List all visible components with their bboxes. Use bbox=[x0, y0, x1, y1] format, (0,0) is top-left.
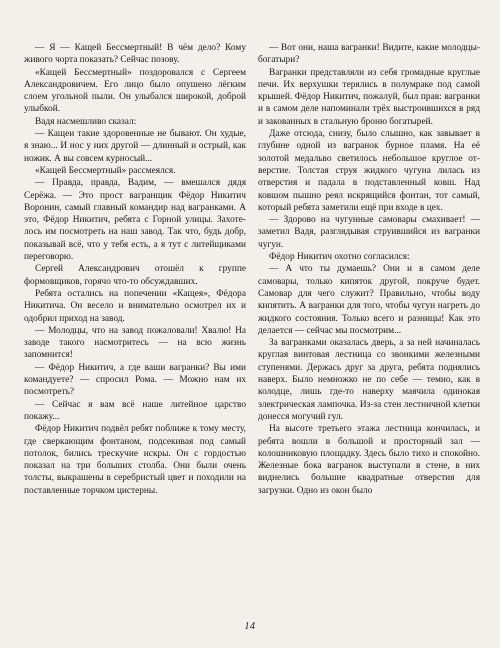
paragraph: — Кащеи такие здоровенные не бывают. Он худые, я знаю... И нос у них другой — длинный и острый, как ножик. А вы совсем курносый... bbox=[24, 129, 246, 164]
paragraph: — Я — Кащей Бессмертный! В чём дело? Кому живого чорта показать? Сейчас позову. bbox=[24, 43, 246, 66]
paragraph: Фёдор Никитич охотно согласился: bbox=[269, 252, 410, 263]
paragraph: — Вот они, наша вагранки! Видите, какие молодцы-богатыри? bbox=[258, 43, 480, 66]
paragraph: Сергей Александрович отошёл к группе формовщиков, горячо что-то обсуждавших. bbox=[24, 264, 246, 287]
paragraph: — Фёдор Никитич, а где ваши вагранки? Вы ими командуете? — спросил Рома. — Можно нам их посмотреть? bbox=[24, 362, 246, 398]
paragraph: — А что ты думаешь? Они и в самом деле самовары, только кипяток другой, покруче будет. Самовар для чего служит? Правильно, чтобы воду кипятить. А вагранки для того, чтобы чугун нагреть до жидкого состояния. Только всего и разницы! Как это делается — сейчас мы посмотрим... bbox=[258, 264, 480, 336]
paragraph: Ребята остались на попечении «Кащея», Фёдора Никитича. Он весело и внимательно осмотрел их и одобрил приход на завод. bbox=[24, 288, 246, 324]
paragraph: За вагранками оказалась дверь, а за ней начиналась круглая винтовая лестница со звонкими железными ступенями. Держась друг за друга, ребята поднялись наверх. Было немножко не по себе — темно, как в колодце, лишь где-то наверху маячила одинокая электрическая лампочка. Из-за стен лестничной клетки донесся могучий гул. bbox=[258, 338, 480, 422]
paragraph: — Правда, правда, Вадим, — вмешался дядя Серёжа. — Это прост вагранщик Фёдор Никитич Воронин, самый главный командир над вагранками. А это, Фёдор Никитич, ребята с Горной улицы. Захотелось им посмотреть на наш завод. Так что, будь добр, показывай всё, что у тебя есть, а я тут с литейщиками переговорю. bbox=[24, 178, 246, 263]
paragraph: «Кащей Бессмертный» рассмеялся. bbox=[35, 165, 176, 176]
left-column bbox=[24, 42, 246, 607]
paragraph: «Кащей Бессмертный» поздоровался с Сергеем Александровичем. Его лицо было опушено лёгким слоем угольной пыли. Он улыбался широкой, доброй улыбкой. bbox=[24, 67, 246, 115]
text-columns bbox=[24, 42, 480, 607]
page-number: 14 bbox=[244, 621, 256, 632]
paragraph: — Здорово на чугунные самовары смахивает! — заметил Вадя, разглядывая струившийся из вагранки чугун. bbox=[258, 215, 480, 250]
paragraph: — Молодцы, что на завод пожаловали! Хвалю! На заводе такого насмотритесь — на всю жизнь запомнится! bbox=[24, 325, 246, 361]
right-column bbox=[258, 42, 480, 607]
paragraph: Даже отсюда, снизу, было слышно, как завывает в глубине одной из вагранок бурное пламя. На её золотой медальво светилось небольшое круглое отверстие. Толстая струя жидкого чугуна лилась из отверстия и падала в подставленный ковш. Над ковшом пышно реял искрящийся фонтан, тот самый, который ребята заметили ещё при входе в цех. bbox=[258, 129, 480, 213]
paragraph: На высоте третьего этажа лестница кончилась, и ребята вошли в большой и просторный зал — колошниковую площадку. Здесь было тихо и спокойно. Железные бока вагранок выступали в стене, в них виднелись большие квадратные отверстия для загрузки. Одно из окон было bbox=[258, 424, 480, 496]
paragraph: Фёдор Никитич подвёл ребят поближе к тому месту, где сверкающим фонтаном, подсекивая под самый потолок, бились трескучие искры. Он с гордостью показал на три больших столба. Они были очень толсты, выкрашены в серебристый цвет и походили на поставленные торчком цистерны. bbox=[24, 424, 246, 496]
paragraph: Вагранки представляли из себя громадные круглые печи. Их верхушки терялись в полумраке под самой крышей. Фёдор Никитич, пожалуй, был прав: вагранки и в самом деле напоминали трёх выстроившихся в ряд и закованных в стальную броню богатырей. bbox=[258, 67, 480, 127]
paragraph: Вадя насмешливо сказал: bbox=[35, 116, 137, 127]
paragraph: — Сейчас я вам всё наше литейное царство покажу... bbox=[24, 399, 246, 422]
